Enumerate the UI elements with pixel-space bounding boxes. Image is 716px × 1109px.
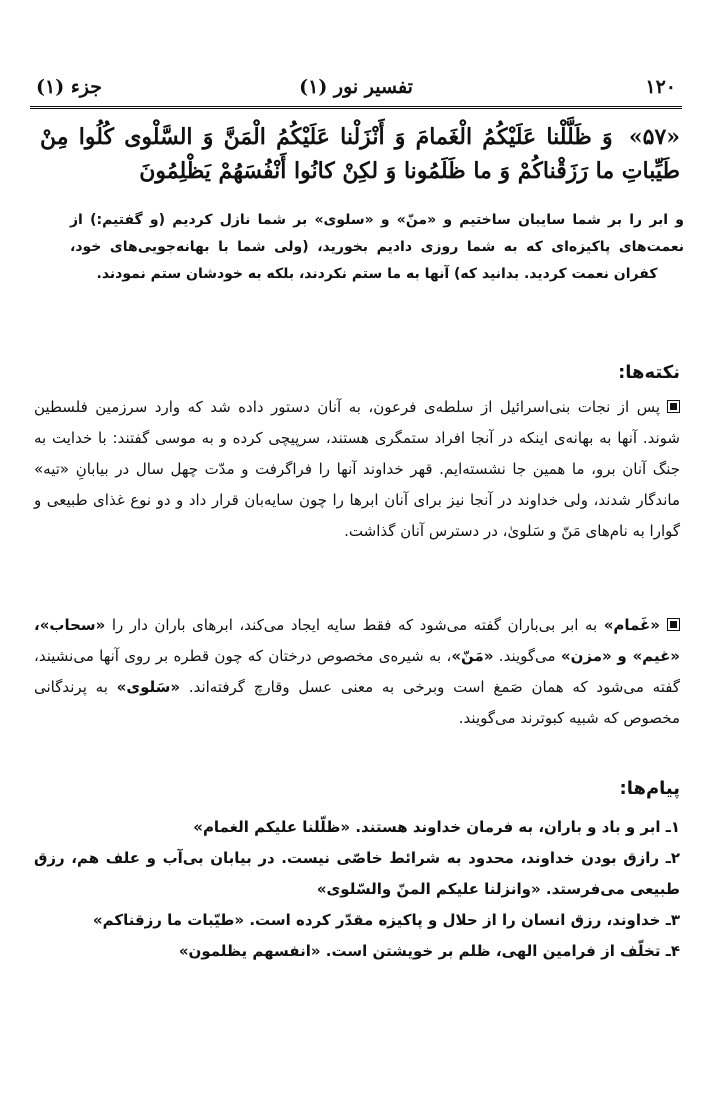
square-bullet-icon bbox=[667, 618, 680, 631]
verse-translation: و ابر را بر شما سایبان ساختیم و «منّ» و «سلوی» بر شما نازل کردیم (و گفتیم:) از نعمت‌های پاکیزه‌ای که به شما روزی دادیم بخورید، (ولی شما با بهانه‌جویی‌های خود، کفران نعمت کردید. بدانید که) آنها به ما ستم نکردند، بلکه به خودشان ستم نمودند. bbox=[70, 212, 684, 282]
messages-list bbox=[34, 812, 680, 967]
note-paragraph-1 bbox=[34, 392, 680, 547]
message-text: ۴ـ تخلّف از فرامین الهی، ظلم بر خویشتن است. bbox=[325, 942, 680, 960]
part-label: جزء (۱) bbox=[36, 76, 102, 98]
messages-heading: پیام‌ها: bbox=[619, 778, 680, 799]
message-item bbox=[34, 905, 680, 936]
message-quote: «انفسهم یظلمون» bbox=[178, 942, 321, 960]
running-header bbox=[30, 74, 682, 104]
note-2-text-a: به ابر بی‌باران گفته می‌شود که فقط سایه ایجاد می‌کند، ابرهای باران دار را bbox=[105, 616, 604, 634]
term-ghamam: «غَمام» bbox=[603, 616, 660, 634]
terms-rain-clouds: «سحاب»، «غیم» و «مزن» bbox=[34, 616, 680, 665]
message-text: ۳ـ خداوند، رزق انسان را از حلال و پاکیزه مقدّر کرده است. bbox=[249, 911, 680, 929]
message-item bbox=[34, 812, 680, 843]
book-title: تفسیر نور (۱) bbox=[299, 76, 413, 98]
note-2-text-d: به پرندگانی مخصوص که شبیه کبوترند می‌گویند. bbox=[34, 678, 680, 727]
message-quote: «ظلّلنا علیکم الغمام» bbox=[193, 818, 351, 836]
note-2-text-c: ، به شیره‌ی مخصوص درختان که چون قطره بر روی آنها می‌نشیند، گفته می‌شود که همان صَمغ است وبرخی به معنی عسل وقارچ گرفته‌اند. bbox=[34, 647, 680, 696]
message-item bbox=[34, 936, 680, 967]
notes-heading: نکته‌ها: bbox=[618, 362, 680, 383]
verse-number: «۵۷» bbox=[628, 124, 681, 150]
term-mann: «مَنّ» bbox=[451, 647, 494, 665]
message-item bbox=[34, 843, 680, 905]
term-salwa: «سَلوی» bbox=[116, 678, 181, 696]
message-quote: «وانزلنا علیکم المنّ والسّلوی» bbox=[316, 880, 541, 898]
header-rule bbox=[30, 106, 682, 109]
note-paragraph-2 bbox=[34, 610, 680, 734]
quran-verse bbox=[40, 120, 680, 188]
page-number: ۱۲۰ bbox=[645, 76, 676, 98]
message-quote: «طیّبات ما رزقناکم» bbox=[92, 911, 245, 929]
note-1-text: پس از نجات بنی‌اسرائیل از سلطه‌ی فرعون، به آنان دستور داده شد که وارد سرزمین فلسطین شوند. آنها به بهانه‌ی اینکه در آنجا افراد ستمگری هستند، سرپیچی کرده و به موسی گفتند: با خدایت به جنگ آنان برو، ما همین جا نشسته‌ایم. قهر خداوند آنها را فراگرفت و مدّت چهل سال در بیابانِ «تیه» ماندگار شدند، ولی خداوند در آنجا نیز برای آنان ابرها را چون سایه‌بان قرار داد و دو نوع غذای طبیعی و گوارا به نام‌های مَنّ و سَلویٰ، در دسترس آنان گذاشت. bbox=[34, 398, 680, 540]
verse-text: وَ ظَلَّلْنا عَلَيْكُمُ الْغَمامَ وَ أَنْزَلْنا عَلَيْكُمُ الْمَنَّ وَ السَّلْوى‌ كُلُوا مِنْ طَيِّباتِ ما رَزَقْناكُمْ وَ ما ظَلَمُونا وَ لكِنْ كانُوا أَنْفُسَهُمْ يَظْلِمُونَ bbox=[40, 124, 680, 184]
message-text: ۱ـ ابر و باد و باران، به فرمان خداوند هستند. bbox=[355, 818, 680, 836]
message-text: ۲ـ رازق بودن خداوند، محدود به شرائط خاصّی نیست. در بیابان بی‌آب و علف هم، رزق طبیعی می‌فرستد. bbox=[34, 849, 680, 898]
note-2-text-b: می‌گویند. bbox=[493, 647, 561, 665]
square-bullet-icon bbox=[667, 400, 680, 413]
